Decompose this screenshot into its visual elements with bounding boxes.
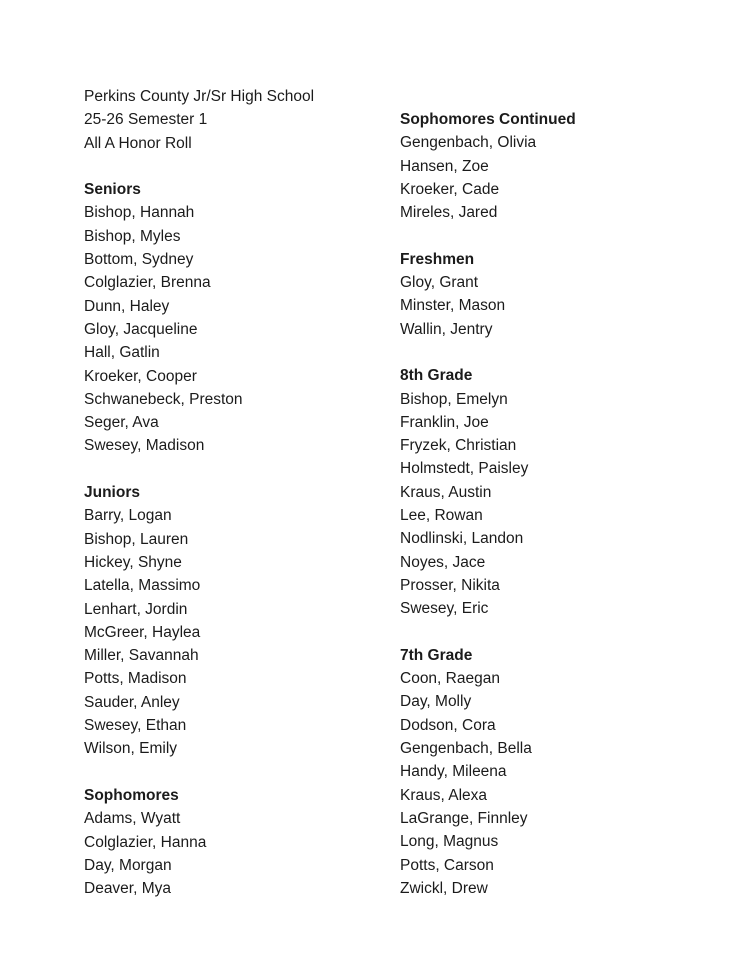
student-name: Adams, Wyatt [84,810,181,828]
document-header [84,85,384,155]
honor-roll-title: All A Honor Roll [84,134,192,152]
student-name: Swesey, Ethan [84,717,187,735]
student-name: Long, Magnus [400,833,499,851]
section-heading: Freshmen [400,250,475,268]
section-heading: Sophomores Continued [400,111,576,128]
student-name: Day, Molly [400,693,472,711]
student-name: Latella, Massimo [84,577,201,595]
student-name: Bishop, Myles [84,227,181,245]
student-name: Fryzek, Christian [400,437,517,455]
left-column-sections [84,178,384,900]
student-name: Seger, Ava [84,414,159,432]
student-name: Gengenbach, Olivia [400,134,537,152]
student-name: Lenhart, Jordin [84,600,188,618]
student-name: Wilson, Emily [84,740,178,758]
student-name: Nodlinski, Landon [400,530,524,548]
student-name: Dodson, Cora [400,716,496,734]
grade-section [400,248,700,341]
section-heading: 8th Grade [400,367,473,385]
student-name: Gloy, Grant [400,274,479,292]
student-name: Noyes, Jace [400,553,486,571]
student-name: Prosser, Nikita [400,576,500,594]
student-name: Deaver, Mya [84,880,172,898]
student-name: Coon, Raegan [400,670,500,688]
grade-section [400,108,700,224]
student-name: Mireles, Jared [400,204,498,222]
right-column-sections [400,108,700,900]
student-name: LaGrange, Finnley [400,809,528,827]
student-name: Miller, Savannah [84,647,199,665]
student-name: Bishop, Emelyn [400,390,508,408]
student-name: Day, Morgan [84,856,172,874]
grade-section [84,784,384,900]
section-heading: Juniors [84,484,140,502]
section-heading: 7th Grade [400,646,473,664]
student-name: Zwickl, Drew [400,879,488,897]
grade-section [84,178,384,458]
student-name: McGreer, Haylea [84,623,201,641]
student-name: Gengenbach, Bella [400,740,532,758]
grade-section [400,644,700,900]
grade-section [84,481,384,761]
semester-line: 25-26 Semester 1 [84,111,208,129]
student-name: Holmstedt, Paisley [400,460,529,478]
student-name: Swesey, Madison [84,437,205,455]
student-name: Kraus, Alexa [400,786,488,804]
student-name: Colglazier, Hanna [84,833,207,851]
left-column [84,85,384,900]
student-name: Kroeker, Cade [400,180,500,198]
student-name: Dunn, Haley [84,297,170,315]
student-name: Swesey, Eric [400,600,489,618]
student-name: Hansen, Zoe [400,157,489,175]
student-name: Hall, Gatlin [84,344,160,362]
student-name: Potts, Carson [400,856,494,874]
student-name: Bottom, Sydney [84,251,194,269]
student-name: Barry, Logan [84,507,172,525]
student-name: Bishop, Lauren [84,530,189,548]
student-name: Potts, Madison [84,670,187,688]
student-name: Kroeker, Cooper [84,367,197,385]
student-name: Gloy, Jacqueline [84,320,198,338]
student-name: Franklin, Joe [400,413,489,431]
section-heading: Seniors [84,181,141,199]
student-name: Sauder, Anley [84,693,180,711]
student-name: Kraus, Austin [400,483,492,501]
student-name: Lee, Rowan [400,507,483,525]
right-column [400,108,700,900]
student-name: Bishop, Hannah [84,204,195,222]
student-name: Colglazier, Brenna [84,274,211,292]
grade-section [400,364,700,620]
school-name: Perkins County Jr/Sr High School [84,88,315,105]
student-name: Wallin, Jentry [400,320,493,338]
student-name: Minster, Mason [400,297,506,315]
section-heading: Sophomores [84,786,179,804]
student-name: Hickey, Shyne [84,553,182,571]
student-name: Handy, Mileena [400,763,507,781]
student-name: Schwanebeck, Preston [84,390,243,408]
